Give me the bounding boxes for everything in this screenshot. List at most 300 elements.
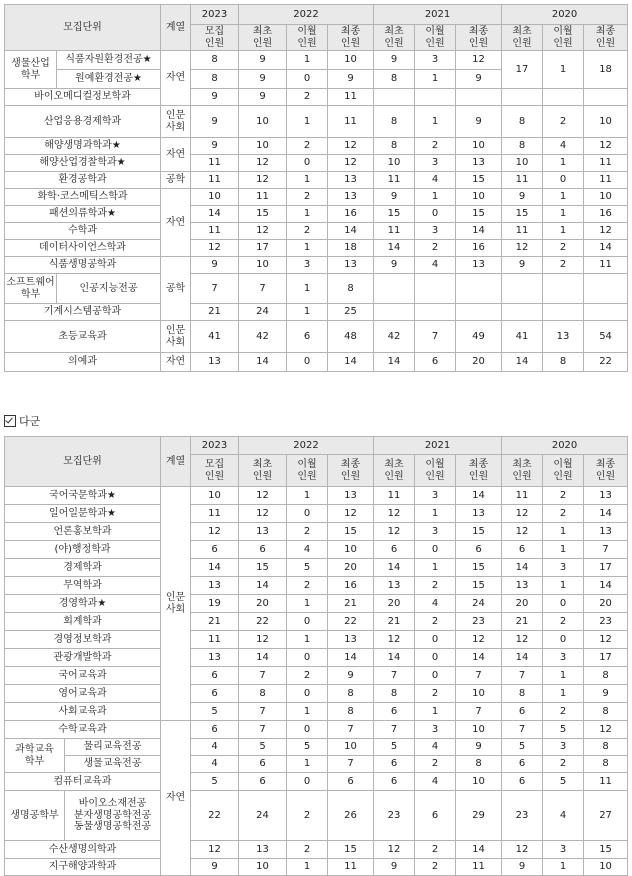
unit-name: 식품자원환경전공★	[57, 51, 161, 70]
value-cell: 12	[328, 505, 374, 523]
header-2020-carryover: 이월 인원	[543, 455, 584, 487]
value-cell: 3	[415, 487, 456, 505]
table-row	[5, 721, 628, 739]
table-row	[5, 189, 628, 206]
value-cell: 2	[543, 505, 584, 523]
value-cell: 6	[415, 791, 456, 841]
value-cell: 10	[239, 257, 287, 274]
value-cell: 3	[543, 739, 584, 756]
unit-name: 경제학과	[5, 559, 161, 577]
value-cell: 12	[374, 631, 415, 649]
value-cell: 1	[287, 487, 328, 505]
value-cell: 21	[502, 613, 543, 631]
unit-name: 일어일문학과★	[5, 505, 161, 523]
value-cell: 12	[502, 505, 543, 523]
header-2022-initial: 최초 인원	[239, 455, 287, 487]
value-cell: 13	[328, 189, 374, 206]
table-row	[5, 756, 628, 773]
value-cell: 12	[191, 841, 239, 859]
unit-name: 바이오소재전공 분자생명공학전공 동물생명공학전공	[65, 791, 161, 841]
value-cell: 49	[456, 321, 502, 353]
value-cell: 12	[374, 523, 415, 541]
value-cell: 9	[328, 70, 374, 89]
value-cell: 7	[502, 721, 543, 739]
value-cell: 7	[415, 321, 456, 353]
value-cell: 20	[456, 353, 502, 372]
value-cell: 8	[502, 106, 543, 138]
value-cell: 15	[456, 559, 502, 577]
value-cell: 11	[191, 172, 239, 189]
value-cell: 6	[374, 756, 415, 773]
value-cell: 2	[415, 859, 456, 876]
header-2020-final: 최종 인원	[584, 455, 628, 487]
unit-name: 영어교육과	[5, 685, 161, 703]
value-cell: 14	[239, 353, 287, 372]
value-cell: 20	[374, 595, 415, 613]
value-cell: 9	[239, 89, 287, 106]
value-cell: 12	[239, 172, 287, 189]
empty-cell	[456, 89, 502, 106]
empty-cell	[456, 274, 502, 304]
value-cell: 13	[239, 523, 287, 541]
value-cell: 16	[456, 240, 502, 257]
admission-table-1	[4, 4, 628, 372]
value-cell: 9	[456, 70, 502, 89]
field-label: 자연	[161, 189, 191, 257]
value-cell: 1	[543, 51, 584, 89]
value-cell: 12	[502, 523, 543, 541]
value-cell: 14	[584, 505, 628, 523]
unit-name: 회계학과	[5, 613, 161, 631]
value-cell: 15	[456, 206, 502, 223]
value-cell: 9	[239, 51, 287, 70]
table-row	[5, 613, 628, 631]
value-cell: 6	[191, 541, 239, 559]
field-label: 자연	[161, 721, 191, 876]
value-cell: 14	[328, 223, 374, 240]
value-cell: 0	[287, 505, 328, 523]
unit-name: 물리교육전공	[65, 739, 161, 756]
value-cell: 6	[502, 756, 543, 773]
value-cell: 2	[287, 523, 328, 541]
value-cell: 9	[374, 189, 415, 206]
value-cell: 7	[374, 667, 415, 685]
unit-name: 화학·코스메틱스학과	[5, 189, 161, 206]
unit-name: 관광개발학과	[5, 649, 161, 667]
unit-name: 경영학과★	[5, 595, 161, 613]
value-cell: 2	[415, 685, 456, 703]
value-cell: 12	[191, 240, 239, 257]
value-cell: 23	[502, 791, 543, 841]
value-cell: 25	[328, 304, 374, 321]
value-cell: 12	[584, 223, 628, 240]
unit-name: 수산생명의학과	[5, 841, 161, 859]
value-cell: 11	[584, 257, 628, 274]
header-2022-final: 최종 인원	[328, 25, 374, 51]
value-cell: 1	[287, 106, 328, 138]
header-year-2021: 2021	[374, 5, 502, 25]
unit-name: 사회교육과	[5, 703, 161, 721]
value-cell: 0	[287, 649, 328, 667]
value-cell: 14	[456, 487, 502, 505]
value-cell: 11	[374, 172, 415, 189]
header-2022-final: 최종 인원	[328, 455, 374, 487]
value-cell: 10	[328, 51, 374, 70]
value-cell: 42	[374, 321, 415, 353]
value-cell: 2	[543, 240, 584, 257]
value-cell: 2	[287, 841, 328, 859]
value-cell: 4	[415, 172, 456, 189]
table-row	[5, 841, 628, 859]
value-cell: 1	[543, 206, 584, 223]
header-2020-initial: 최초 인원	[502, 455, 543, 487]
value-cell: 5	[287, 559, 328, 577]
value-cell: 3	[415, 155, 456, 172]
value-cell: 14	[191, 559, 239, 577]
value-cell: 1	[287, 172, 328, 189]
value-cell: 0	[543, 595, 584, 613]
value-cell: 2	[287, 791, 328, 841]
value-cell: 5	[239, 739, 287, 756]
value-cell: 7	[584, 541, 628, 559]
value-cell: 20	[584, 595, 628, 613]
value-cell: 21	[191, 304, 239, 321]
header-2023-recruit: 모집 인원	[191, 25, 239, 51]
value-cell: 1	[415, 70, 456, 89]
value-cell: 9	[456, 106, 502, 138]
value-cell: 1	[415, 505, 456, 523]
section-title	[4, 413, 40, 429]
value-cell: 12	[239, 505, 287, 523]
value-cell: 6	[191, 667, 239, 685]
value-cell: 7	[239, 703, 287, 721]
value-cell: 23	[456, 613, 502, 631]
table-row	[5, 649, 628, 667]
value-cell: 2	[287, 223, 328, 240]
value-cell: 9	[191, 106, 239, 138]
empty-cell	[543, 89, 584, 106]
value-cell: 0	[287, 685, 328, 703]
value-cell: 11	[456, 859, 502, 876]
value-cell: 27	[584, 791, 628, 841]
value-cell: 1	[287, 274, 328, 304]
value-cell: 13	[502, 577, 543, 595]
value-cell: 10	[239, 138, 287, 155]
value-cell: 12	[239, 223, 287, 240]
value-cell: 41	[502, 321, 543, 353]
unit-name: 수학과	[5, 223, 161, 240]
value-cell: 10	[456, 773, 502, 791]
value-cell: 4	[415, 257, 456, 274]
value-cell: 19	[191, 595, 239, 613]
value-cell: 20	[502, 595, 543, 613]
value-cell: 1	[543, 859, 584, 876]
value-cell: 13	[191, 353, 239, 372]
empty-cell	[415, 89, 456, 106]
empty-cell	[543, 274, 584, 304]
unit-name: 언론홍보학과	[5, 523, 161, 541]
empty-cell	[584, 274, 628, 304]
value-cell: 14	[502, 559, 543, 577]
value-cell: 1	[287, 703, 328, 721]
empty-cell	[374, 304, 415, 321]
value-cell: 14	[456, 841, 502, 859]
value-cell: 1	[287, 631, 328, 649]
value-cell: 5	[502, 739, 543, 756]
unit-name: 패션의류학과★	[5, 206, 161, 223]
value-cell: 0	[543, 631, 584, 649]
value-cell: 15	[502, 206, 543, 223]
unit-name: 수학교육과	[5, 721, 161, 739]
value-cell: 0	[287, 353, 328, 372]
value-cell: 2	[287, 667, 328, 685]
table-row	[5, 595, 628, 613]
value-cell: 16	[328, 206, 374, 223]
checkbox-icon	[4, 415, 16, 427]
header-field: 계열	[161, 437, 191, 487]
value-cell: 10	[328, 739, 374, 756]
value-cell: 1	[543, 667, 584, 685]
value-cell: 4	[543, 138, 584, 155]
value-cell: 15	[239, 559, 287, 577]
value-cell: 23	[584, 613, 628, 631]
value-cell: 10	[456, 189, 502, 206]
value-cell: 13	[374, 577, 415, 595]
value-cell: 7	[191, 274, 239, 304]
empty-cell	[543, 304, 584, 321]
section-title-text: 다군	[19, 415, 41, 428]
unit-name: 데이터사이언스학과	[5, 240, 161, 257]
value-cell: 2	[415, 756, 456, 773]
value-cell: 5	[374, 739, 415, 756]
value-cell: 15	[456, 577, 502, 595]
value-cell: 11	[191, 155, 239, 172]
unit-name: 국어국문학과★	[5, 487, 161, 505]
value-cell: 0	[415, 206, 456, 223]
value-cell: 9	[502, 859, 543, 876]
unit-name: 지구해양과학과	[5, 859, 161, 876]
table-row	[5, 106, 628, 138]
value-cell: 12	[239, 487, 287, 505]
header-2021-initial: 최초 인원	[374, 455, 415, 487]
value-cell: 8	[374, 685, 415, 703]
value-cell: 5	[543, 773, 584, 791]
value-cell: 9	[584, 685, 628, 703]
value-cell: 18	[328, 240, 374, 257]
value-cell: 21	[191, 613, 239, 631]
value-cell: 12	[328, 138, 374, 155]
value-cell: 23	[374, 791, 415, 841]
empty-cell	[502, 304, 543, 321]
table-row	[5, 138, 628, 155]
value-cell: 14	[456, 223, 502, 240]
value-cell: 21	[328, 595, 374, 613]
value-cell: 8	[374, 70, 415, 89]
value-cell: 15	[374, 206, 415, 223]
header-2022-carryover: 이월 인원	[287, 455, 328, 487]
value-cell: 17	[584, 649, 628, 667]
value-cell: 13	[456, 155, 502, 172]
table-row	[5, 685, 628, 703]
header-year-2023: 2023	[191, 5, 239, 25]
table-row	[5, 577, 628, 595]
value-cell: 17	[502, 51, 543, 89]
value-cell: 0	[415, 631, 456, 649]
value-cell: 24	[456, 595, 502, 613]
value-cell: 1	[287, 859, 328, 876]
table-row	[5, 51, 628, 70]
table-row	[5, 631, 628, 649]
table-row	[5, 791, 628, 841]
value-cell: 13	[584, 487, 628, 505]
value-cell: 10	[456, 138, 502, 155]
value-cell: 8	[191, 51, 239, 70]
value-cell: 12	[502, 240, 543, 257]
value-cell: 1	[543, 189, 584, 206]
value-cell: 12	[456, 631, 502, 649]
value-cell: 13	[328, 172, 374, 189]
unit-name: 인공지능전공	[57, 274, 161, 304]
value-cell: 41	[191, 321, 239, 353]
value-cell: 8	[543, 353, 584, 372]
table-row	[5, 89, 628, 106]
value-cell: 11	[239, 189, 287, 206]
value-cell: 6	[287, 321, 328, 353]
value-cell: 7	[502, 667, 543, 685]
empty-cell	[415, 274, 456, 304]
header-2020-carryover: 이월 인원	[543, 25, 584, 51]
value-cell: 7	[239, 274, 287, 304]
value-cell: 11	[328, 89, 374, 106]
value-cell: 11	[584, 773, 628, 791]
value-cell: 22	[584, 353, 628, 372]
value-cell: 3	[415, 51, 456, 70]
value-cell: 12	[502, 841, 543, 859]
header-year-2021: 2021	[374, 437, 502, 455]
value-cell: 12	[502, 631, 543, 649]
value-cell: 14	[584, 240, 628, 257]
value-cell: 9	[191, 257, 239, 274]
value-cell: 9	[239, 70, 287, 89]
field-label: 인문 사회	[161, 487, 191, 721]
unit-name: 산업응용경제학과	[5, 106, 161, 138]
unit-name: (야)행정학과	[5, 541, 161, 559]
value-cell: 10	[239, 106, 287, 138]
value-cell: 18	[584, 51, 628, 89]
group-label: 소프트웨어 학부	[5, 274, 57, 304]
table-row	[5, 257, 628, 274]
value-cell: 12	[374, 505, 415, 523]
value-cell: 8	[374, 106, 415, 138]
table-row	[5, 353, 628, 372]
header-year-2022: 2022	[239, 437, 374, 455]
value-cell: 14	[374, 240, 415, 257]
value-cell: 13	[328, 487, 374, 505]
value-cell: 14	[374, 649, 415, 667]
value-cell: 2	[543, 257, 584, 274]
value-cell: 2	[415, 240, 456, 257]
table-row	[5, 223, 628, 240]
value-cell: 2	[415, 841, 456, 859]
value-cell: 0	[415, 667, 456, 685]
unit-name: 환경공학과	[5, 172, 161, 189]
value-cell: 24	[239, 791, 287, 841]
value-cell: 9	[502, 257, 543, 274]
value-cell: 10	[502, 155, 543, 172]
value-cell: 8	[239, 685, 287, 703]
value-cell: 9	[502, 189, 543, 206]
value-cell: 0	[415, 649, 456, 667]
header-year-2020: 2020	[502, 437, 628, 455]
value-cell: 3	[543, 841, 584, 859]
value-cell: 4	[415, 773, 456, 791]
value-cell: 22	[328, 613, 374, 631]
value-cell: 2	[543, 487, 584, 505]
value-cell: 2	[543, 106, 584, 138]
value-cell: 1	[543, 541, 584, 559]
value-cell: 3	[543, 649, 584, 667]
value-cell: 13	[191, 577, 239, 595]
table-row	[5, 703, 628, 721]
value-cell: 1	[543, 685, 584, 703]
value-cell: 8	[584, 756, 628, 773]
value-cell: 17	[584, 559, 628, 577]
value-cell: 8	[584, 703, 628, 721]
value-cell: 17	[239, 240, 287, 257]
value-cell: 20	[239, 595, 287, 613]
value-cell: 5	[543, 721, 584, 739]
table-row	[5, 172, 628, 189]
value-cell: 6	[191, 685, 239, 703]
value-cell: 8	[502, 685, 543, 703]
header-2020-final: 최종 인원	[584, 25, 628, 51]
value-cell: 12	[328, 155, 374, 172]
value-cell: 6	[374, 773, 415, 791]
value-cell: 15	[239, 206, 287, 223]
table-row	[5, 240, 628, 257]
value-cell: 12	[584, 631, 628, 649]
header-2021-carryover: 이월 인원	[415, 25, 456, 51]
value-cell: 4	[191, 739, 239, 756]
header-field: 계열	[161, 5, 191, 51]
group-label: 생명공학부	[5, 791, 65, 841]
value-cell: 1	[287, 595, 328, 613]
empty-cell	[584, 89, 628, 106]
value-cell: 26	[328, 791, 374, 841]
value-cell: 22	[191, 791, 239, 841]
value-cell: 8	[328, 703, 374, 721]
table-row	[5, 274, 628, 304]
value-cell: 6	[502, 703, 543, 721]
empty-cell	[502, 274, 543, 304]
value-cell: 6	[374, 703, 415, 721]
value-cell: 8	[374, 138, 415, 155]
value-cell: 1	[287, 51, 328, 70]
value-cell: 3	[287, 257, 328, 274]
value-cell: 54	[584, 321, 628, 353]
value-cell: 13	[328, 257, 374, 274]
value-cell: 1	[415, 703, 456, 721]
value-cell: 24	[239, 304, 287, 321]
value-cell: 10	[584, 859, 628, 876]
value-cell: 10	[584, 189, 628, 206]
header-2020-initial: 최초 인원	[502, 25, 543, 51]
value-cell: 14	[584, 577, 628, 595]
unit-name: 컴퓨터교육과	[5, 773, 161, 791]
unit-name: 의예과	[5, 353, 161, 372]
value-cell: 0	[287, 773, 328, 791]
table-row	[5, 667, 628, 685]
